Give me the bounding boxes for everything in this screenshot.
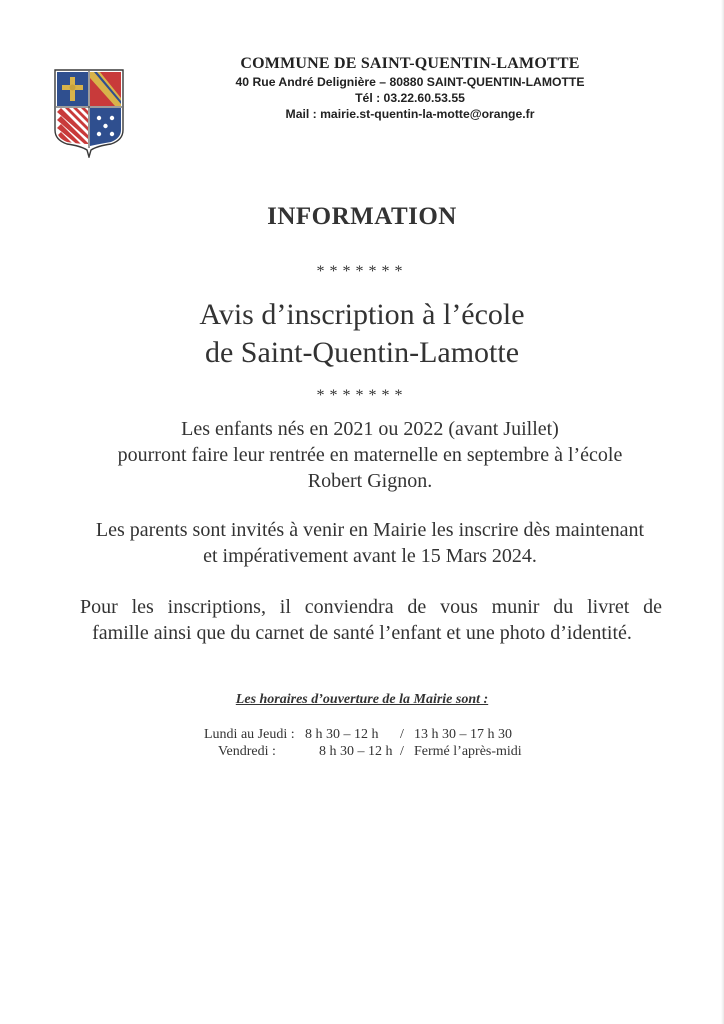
paragraph-1-line-1: Les enfants nés en 2021 ou 2022 (avant Juillet) bbox=[181, 418, 559, 440]
hours-afternoon: 13 h 30 – 17 h 30 bbox=[414, 727, 512, 742]
headline-line-1: Avis d’inscription à l’école bbox=[199, 298, 525, 331]
hours-afternoon: Fermé l’après-midi bbox=[414, 744, 522, 759]
headline-line-2: de Saint-Quentin-Lamotte bbox=[204, 336, 520, 369]
hours-day: Vendredi : bbox=[218, 744, 276, 759]
paragraph-2-line-1: Les parents sont invités à venir en Mairie les inscrire dès maintenant bbox=[95, 519, 645, 541]
hours-day: Lundi au Jeudi : bbox=[204, 727, 295, 742]
hours-morning: 8 h 30 – 12 h bbox=[305, 727, 379, 742]
opening-hours-title: Les horaires d’ouverture de la Mairie sont : bbox=[235, 692, 489, 707]
separator-bottom: ******* bbox=[316, 387, 408, 404]
paragraph-1-line-3: Robert Gignon. bbox=[307, 470, 433, 492]
hours-separator: / bbox=[400, 744, 404, 759]
separator-top: ******* bbox=[316, 263, 408, 280]
hours-morning: 8 h 30 – 12 h bbox=[319, 744, 393, 759]
paragraph-3-line-1: Pour les inscriptions, il conviendra de vous munir du livret de bbox=[80, 596, 662, 618]
paragraph-eligibility bbox=[60, 416, 680, 494]
coat-of-arms-icon bbox=[53, 68, 125, 158]
paragraph-documents bbox=[62, 594, 662, 646]
commune-phone: Tél : 03.22.60.53.55 bbox=[355, 91, 465, 105]
commune-mail: Mail : mairie.st-quentin-la-motte@orange.fr bbox=[285, 107, 535, 121]
commune-address: 40 Rue André Delignière – 80880 SAINT-QUENTIN-LAMOTTE bbox=[235, 75, 585, 89]
commune-name: COMMUNE DE SAINT-QUENTIN-LAMOTTE bbox=[240, 55, 580, 72]
paragraph-registration bbox=[60, 517, 680, 569]
paragraph-3-line-2: famille ainsi que du carnet de santé l’enfant et une photo d’identité. bbox=[92, 622, 632, 644]
paragraph-2-line-2: et impérativement avant le 15 Mars 2024. bbox=[203, 545, 537, 567]
notice-headline bbox=[0, 296, 724, 372]
paragraph-1-line-2: pourront faire leur rentrée en maternelle en septembre à l’école bbox=[117, 444, 623, 466]
hours-separator: / bbox=[400, 727, 404, 742]
notice-title: INFORMATION bbox=[267, 203, 457, 230]
letterhead bbox=[190, 54, 630, 122]
